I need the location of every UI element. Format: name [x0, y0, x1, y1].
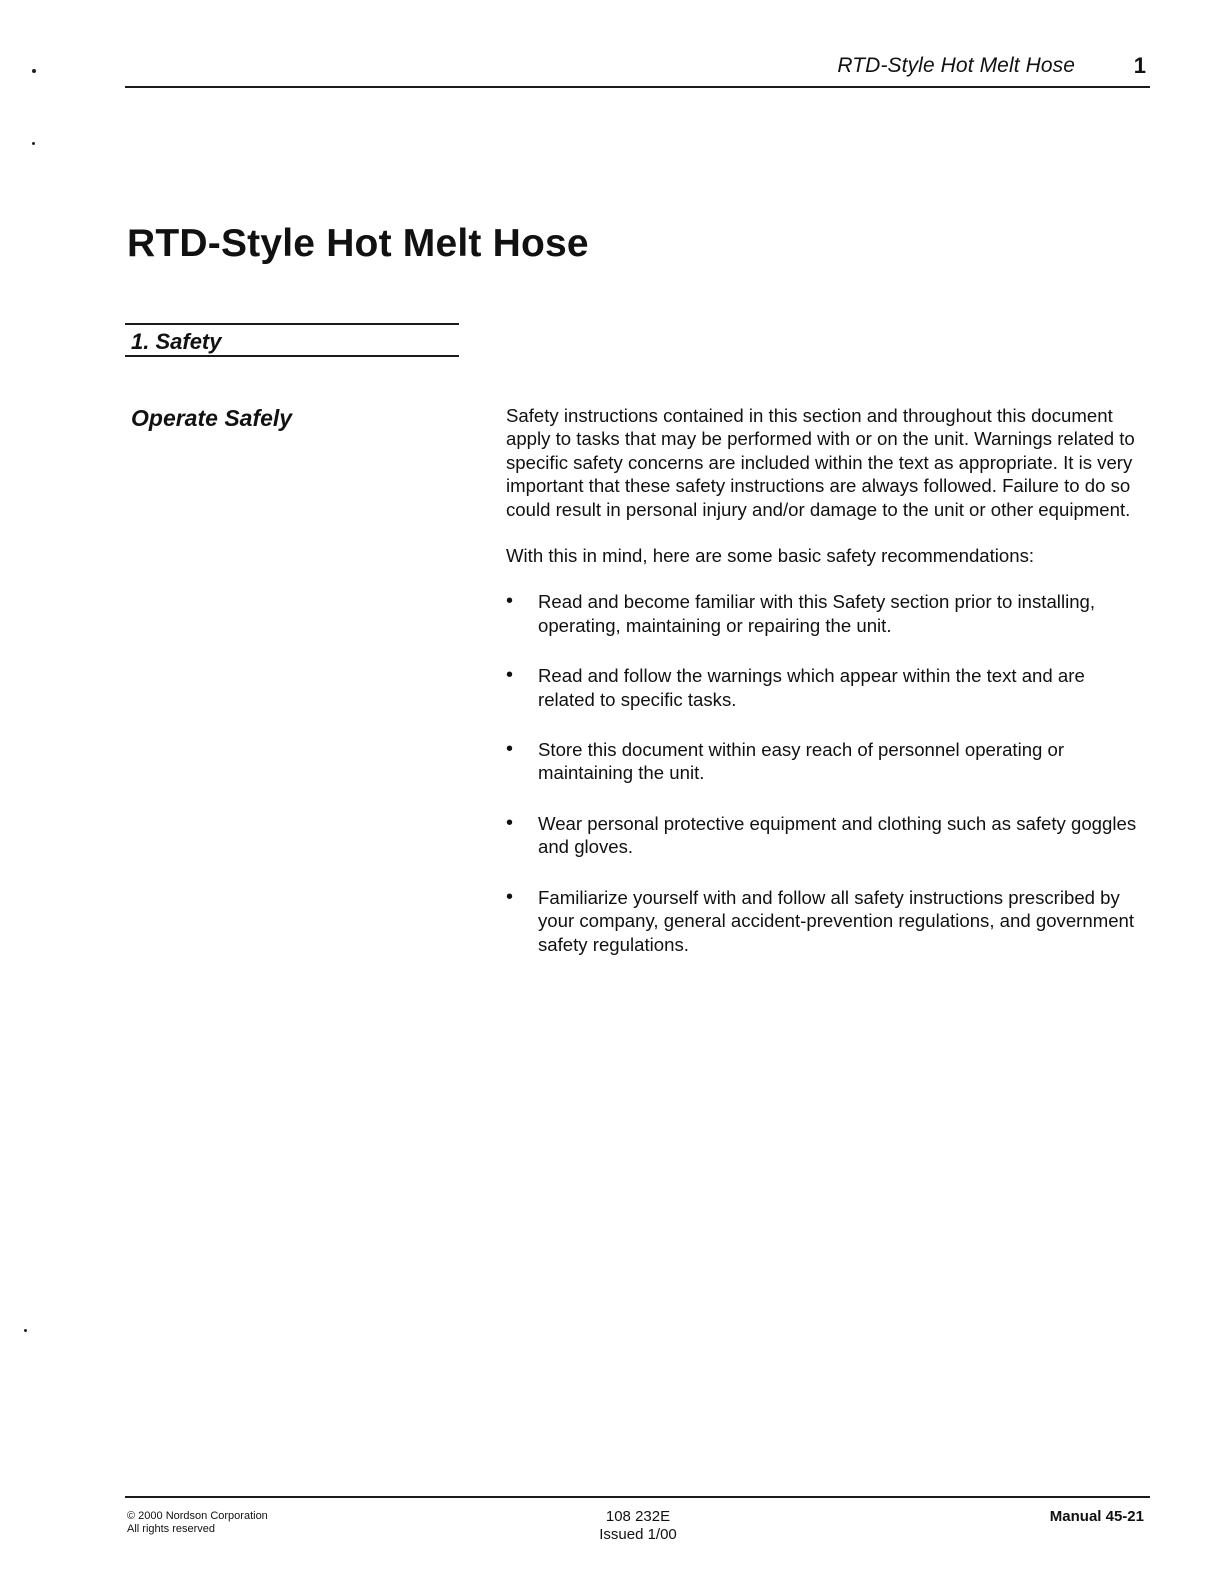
list-item: [506, 812, 1146, 859]
list-item-text: Read and become familiar with this Safety section prior to installing, operating, maintaining or repairing the unit.: [538, 591, 1096, 636]
side-heading: Operate Safely: [131, 405, 293, 431]
document-title: RTD-Style Hot Melt Hose: [127, 222, 589, 265]
scan-speck: [32, 142, 35, 145]
copyright-text: © 2000 Nordson Corporation: [127, 1510, 268, 1522]
doc-number: 108 232E: [605, 1508, 671, 1525]
list-item-text: Wear personal protective equipment and clothing such as safety goggles and gloves.: [538, 812, 1137, 858]
footer-copyright-block: [127, 1510, 268, 1536]
footer-doc-info: [590, 1508, 686, 1544]
issued-date: Issued 1/00: [599, 1526, 677, 1543]
list-item-text: Familiarize yourself with and follow all safety instructions prescribed by your company, general accident-prevention regulations, and government safety regulations.: [538, 886, 1135, 955]
bullet-icon: •: [506, 811, 514, 834]
list-item: [506, 664, 1146, 711]
footer-rule: [125, 1496, 1150, 1498]
lead-in-paragraph: With this in mind, here are some basic safety recommendations:: [506, 545, 1035, 567]
intro-paragraph: Safety instructions contained in this section and throughout this document apply to tasks that may be performed with or on the unit. Warnings related to specific safety concerns are included within the text as appropriate. It is very important that these safety instructions are always followed. Failure to do so could result in personal injury and/or damage to the unit or other equipment.: [506, 405, 1135, 520]
manual-number: Manual 45-21: [1049, 1508, 1144, 1525]
running-header: [125, 52, 1150, 88]
bullet-icon: •: [506, 664, 514, 687]
running-title: RTD-Style Hot Melt Hose: [837, 54, 1075, 77]
list-item: [506, 590, 1146, 637]
rights-text: All rights reserved: [127, 1523, 216, 1535]
bullet-icon: •: [506, 590, 514, 613]
list-item-text: Store this document within easy reach of personnel operating or maintaining the unit.: [538, 739, 1065, 784]
scan-speck: [32, 69, 36, 73]
section-heading-text: 1. Safety: [131, 329, 222, 354]
body-column: [506, 404, 1146, 983]
bullet-icon: •: [506, 885, 514, 908]
list-item-text: Read and follow the warnings which appear within the text and are related to specific tasks.: [538, 665, 1085, 710]
section-heading: [125, 323, 459, 357]
list-item: [506, 738, 1146, 785]
safety-recommendations-list: [506, 590, 1146, 955]
bullet-icon: •: [506, 738, 514, 761]
scan-speck: [24, 1329, 27, 1332]
page-number: 1: [1133, 53, 1146, 78]
list-item: [506, 886, 1146, 956]
